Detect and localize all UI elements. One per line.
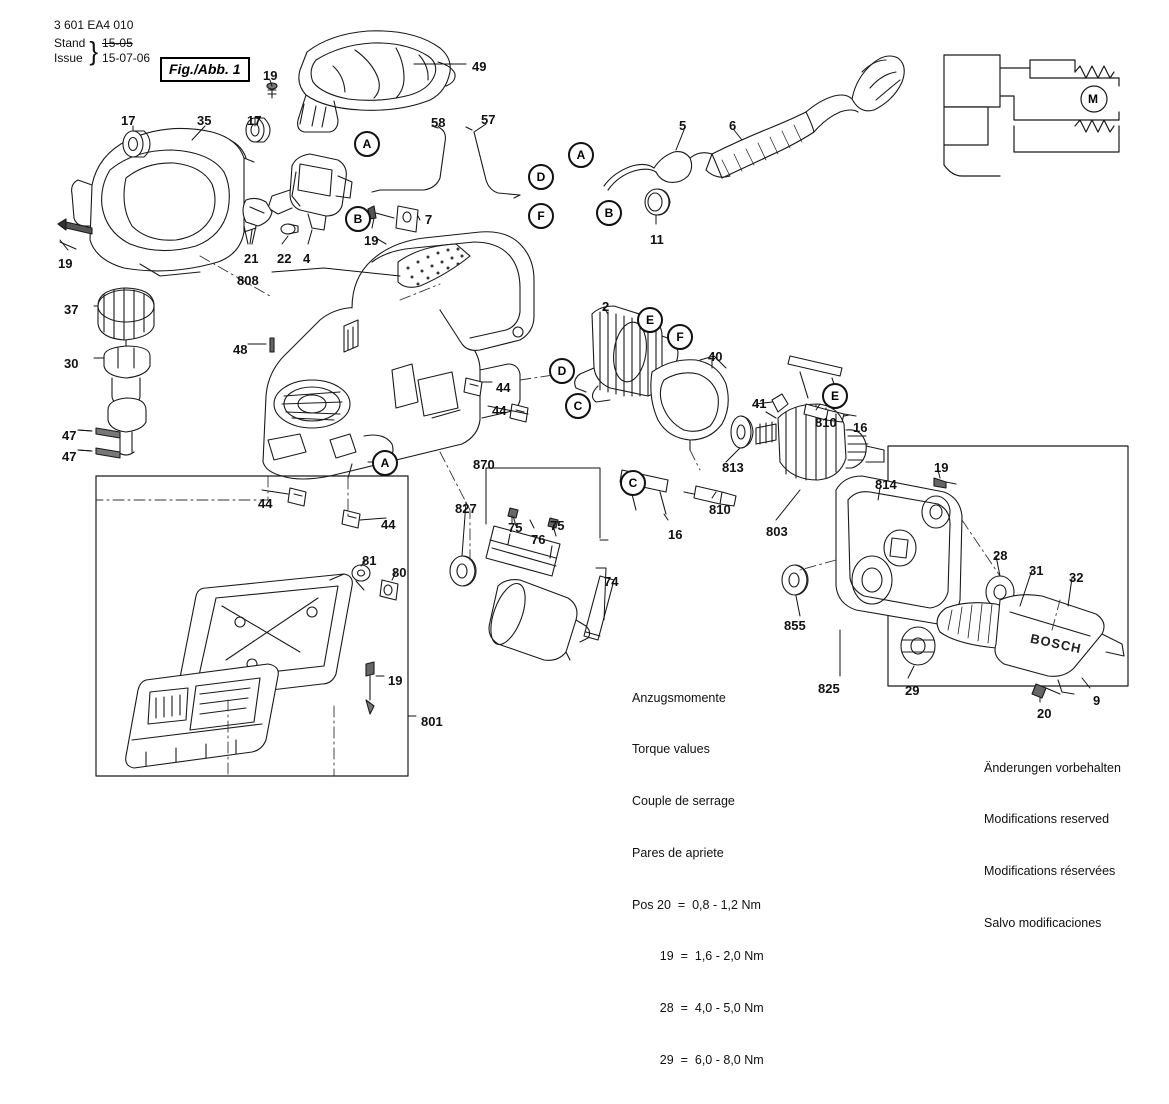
callout-22: 22 xyxy=(277,251,292,266)
callout-32: 32 xyxy=(1069,570,1084,585)
callout-19: 19 xyxy=(263,68,278,83)
callout-28: 28 xyxy=(993,548,1008,563)
callout-80: 80 xyxy=(392,565,407,580)
callout-19: 19 xyxy=(934,460,949,475)
callout-17: 17 xyxy=(247,113,262,128)
callout-4: 4 xyxy=(303,251,311,266)
callout-19: 19 xyxy=(388,673,403,688)
callout-19: 19 xyxy=(364,233,379,248)
callout-813: 813 xyxy=(722,460,744,475)
footer-line-1: Modifications reserved xyxy=(984,812,1110,827)
assembly-marker-d: D xyxy=(528,164,554,190)
callout-44: 44 xyxy=(492,403,507,418)
callout-827: 827 xyxy=(455,501,477,516)
assembly-marker-b: B xyxy=(345,206,371,232)
torque-line-7: 29 = 6,0 - 8,0 Nm xyxy=(632,1052,764,1067)
motor-symbol: M xyxy=(1088,92,1098,106)
callout-74: 74 xyxy=(604,574,619,589)
assembly-marker-a: A xyxy=(568,142,594,168)
callout-75: 75 xyxy=(550,518,565,533)
assembly-marker-a: A xyxy=(354,131,380,157)
callout-49: 49 xyxy=(472,59,487,74)
callout-2: 2 xyxy=(602,299,610,314)
callout-47: 47 xyxy=(62,428,77,443)
bosch-logo: BOSCH xyxy=(1029,630,1083,657)
stand-value: 15-05 xyxy=(102,36,133,50)
callout-810: 810 xyxy=(815,415,837,430)
callout-825: 825 xyxy=(818,681,840,696)
torque-line-6: 28 = 4,0 - 5,0 Nm xyxy=(632,1001,764,1015)
callout-20: 20 xyxy=(1037,706,1052,721)
assembly-marker-c: C xyxy=(565,393,591,419)
callout-48: 48 xyxy=(233,342,248,357)
footer-line-0: Änderungen vorbehalten xyxy=(984,760,1121,775)
callout-81: 81 xyxy=(362,553,377,568)
footer-line-2: Modifications réservées xyxy=(984,864,1116,878)
assembly-marker-f: F xyxy=(667,324,693,350)
torque-line-2: Couple de serrage xyxy=(632,794,735,808)
callout-814: 814 xyxy=(875,477,897,492)
callout-21: 21 xyxy=(244,251,259,266)
assembly-marker-f: F xyxy=(528,203,554,229)
callout-44: 44 xyxy=(258,496,273,511)
assembly-marker-b: B xyxy=(596,200,622,226)
torque-values-block xyxy=(632,655,764,1104)
torque-line-1: Torque values xyxy=(632,742,710,757)
callout-76: 76 xyxy=(531,532,546,547)
issue-value: 15-07-06 xyxy=(102,51,151,65)
assembly-marker-e: E xyxy=(822,383,848,409)
callout-57: 57 xyxy=(481,112,496,127)
figure-label: Fig./Abb. 1 xyxy=(160,57,250,82)
assembly-marker-d: D xyxy=(549,358,575,384)
callout-801: 801 xyxy=(421,714,443,729)
callout-855: 855 xyxy=(784,618,806,633)
callout-6: 6 xyxy=(729,118,737,133)
callout-44: 44 xyxy=(496,380,511,395)
issue-label: Issue xyxy=(54,51,83,65)
callout-808: 808 xyxy=(237,273,259,288)
callout-58: 58 xyxy=(431,115,446,130)
callout-31: 31 xyxy=(1029,563,1044,578)
callout-19: 19 xyxy=(58,256,73,271)
torque-line-3: Pares de apriete xyxy=(632,845,724,860)
callout-17: 17 xyxy=(121,113,136,128)
callout-44: 44 xyxy=(381,517,396,532)
torque-line-4: Pos 20 = 0,8 - 1,2 Nm xyxy=(632,897,761,912)
callout-7: 7 xyxy=(425,212,433,227)
assembly-marker-a: A xyxy=(372,450,398,476)
header-part-number-block xyxy=(54,18,150,66)
callout-30: 30 xyxy=(64,356,79,371)
callout-35: 35 xyxy=(197,113,212,128)
callout-41: 41 xyxy=(752,396,767,411)
header-brace: } xyxy=(89,36,99,66)
assembly-marker-c: C xyxy=(620,470,646,496)
callout-40: 40 xyxy=(708,349,723,364)
callout-75: 75 xyxy=(508,520,523,535)
callout-47: 47 xyxy=(62,449,77,464)
callout-16: 16 xyxy=(668,527,683,542)
footer-notice-block xyxy=(984,725,1121,967)
torque-line-5: 19 = 1,6 - 2,0 Nm xyxy=(632,949,764,964)
assembly-marker-e: E xyxy=(637,307,663,333)
stand-label: Stand xyxy=(54,36,86,50)
callout-16: 16 xyxy=(853,420,868,435)
callout-29: 29 xyxy=(905,683,920,698)
callout-803: 803 xyxy=(766,524,788,539)
callout-870: 870 xyxy=(473,457,495,472)
callout-5: 5 xyxy=(679,118,687,133)
footer-line-3: Salvo modificaciones xyxy=(984,915,1102,930)
torque-line-0: Anzugsmomente xyxy=(632,690,726,705)
part-number: 3 601 EA4 010 xyxy=(54,18,134,32)
callout-810: 810 xyxy=(709,502,731,517)
callout-37: 37 xyxy=(64,302,79,317)
callout-11: 11 xyxy=(650,232,664,247)
callout-9: 9 xyxy=(1093,693,1101,708)
